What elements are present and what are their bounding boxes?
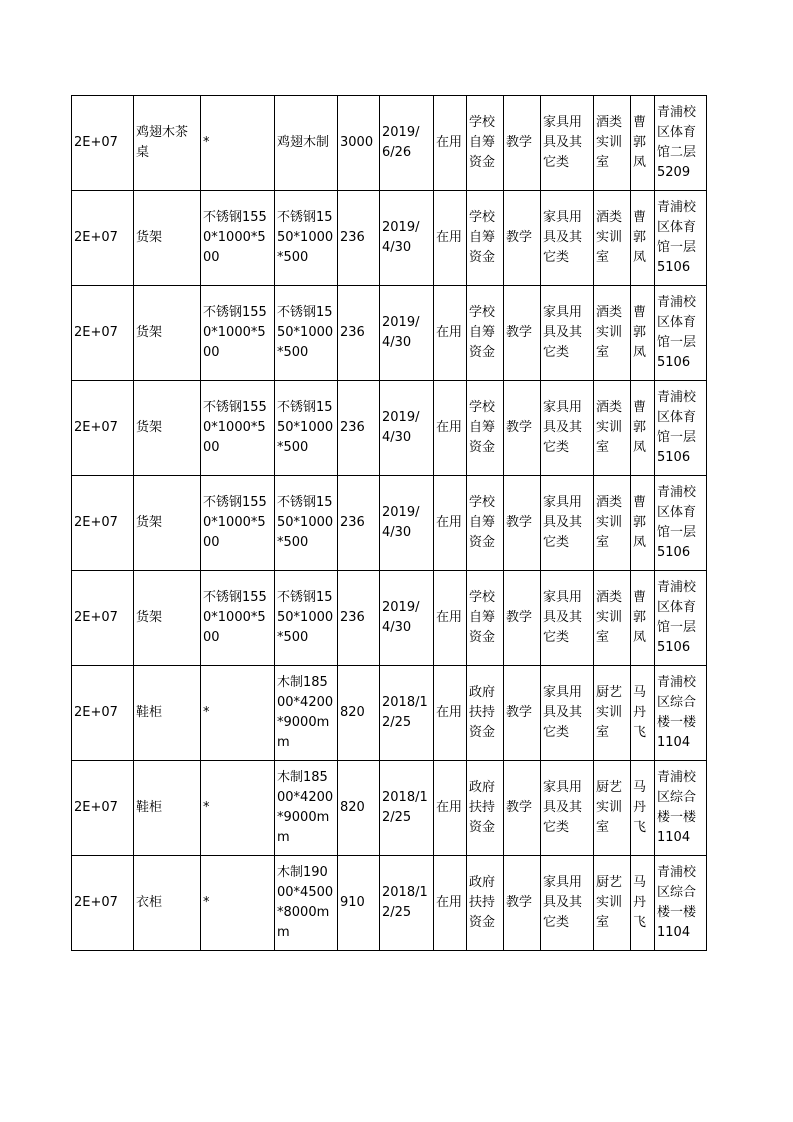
table-row <box>72 476 707 571</box>
spec-cell: 鸡翅木制 <box>275 96 338 191</box>
model-cell: * <box>201 761 275 856</box>
fund-source-cell: 学校自筹资金 <box>467 191 504 286</box>
place-cell: 青浦校区综合楼一楼1104 <box>655 856 707 951</box>
fund-source-cell: 学校自筹资金 <box>467 286 504 381</box>
keeper-cell: 马丹飞 <box>631 761 655 856</box>
usage-cell: 教学 <box>504 381 541 476</box>
spec-cell: 不锈钢1550*1000*500 <box>275 476 338 571</box>
usage-cell: 教学 <box>504 286 541 381</box>
asset-code-cell: 2E+07 <box>72 761 134 856</box>
asset-name-cell: 鸡翅木茶桌 <box>134 96 201 191</box>
usage-cell: 教学 <box>504 476 541 571</box>
price-cell: 236 <box>338 191 380 286</box>
asset-table <box>71 95 707 951</box>
fund-source-cell: 学校自筹资金 <box>467 571 504 666</box>
purchase-date-cell: 2019/4/30 <box>380 476 434 571</box>
place-cell: 青浦校区综合楼一楼1104 <box>655 761 707 856</box>
place-cell: 青浦校区体育馆一层5106 <box>655 571 707 666</box>
usage-cell: 教学 <box>504 856 541 951</box>
purchase-date-cell: 2019/4/30 <box>380 381 434 476</box>
fund-source-cell: 学校自筹资金 <box>467 96 504 191</box>
table-body <box>72 96 707 951</box>
model-cell: 不锈钢1550*1000*500 <box>201 381 275 476</box>
place-cell: 青浦校区综合楼一楼1104 <box>655 666 707 761</box>
department-cell: 酒类实训室 <box>594 286 631 381</box>
category-cell: 家具用具及其它类 <box>541 666 594 761</box>
department-cell: 酒类实训室 <box>594 571 631 666</box>
spec-cell: 不锈钢1550*1000*500 <box>275 286 338 381</box>
keeper-cell: 曹郭凤 <box>631 191 655 286</box>
category-cell: 家具用具及其它类 <box>541 381 594 476</box>
model-cell: 不锈钢1550*1000*500 <box>201 191 275 286</box>
spec-cell: 不锈钢1550*1000*500 <box>275 191 338 286</box>
purchase-date-cell: 2018/12/25 <box>380 856 434 951</box>
keeper-cell: 曹郭凤 <box>631 571 655 666</box>
keeper-cell: 曹郭凤 <box>631 381 655 476</box>
usage-cell: 教学 <box>504 666 541 761</box>
keeper-cell: 曹郭凤 <box>631 286 655 381</box>
status-cell: 在用 <box>434 191 467 286</box>
status-cell: 在用 <box>434 666 467 761</box>
department-cell: 厨艺实训室 <box>594 761 631 856</box>
model-cell: * <box>201 856 275 951</box>
asset-code-cell: 2E+07 <box>72 571 134 666</box>
status-cell: 在用 <box>434 571 467 666</box>
model-cell: 不锈钢1550*1000*500 <box>201 571 275 666</box>
asset-name-cell: 货架 <box>134 191 201 286</box>
asset-code-cell: 2E+07 <box>72 96 134 191</box>
model-cell: * <box>201 666 275 761</box>
department-cell: 酒类实训室 <box>594 191 631 286</box>
purchase-date-cell: 2019/4/30 <box>380 571 434 666</box>
model-cell: 不锈钢1550*1000*500 <box>201 476 275 571</box>
fund-source-cell: 政府扶持资金 <box>467 856 504 951</box>
status-cell: 在用 <box>434 856 467 951</box>
status-cell: 在用 <box>434 476 467 571</box>
spec-cell: 木制18500*4200*9000mm <box>275 666 338 761</box>
table-row <box>72 191 707 286</box>
status-cell: 在用 <box>434 96 467 191</box>
category-cell: 家具用具及其它类 <box>541 96 594 191</box>
category-cell: 家具用具及其它类 <box>541 476 594 571</box>
model-cell: 不锈钢1550*1000*500 <box>201 286 275 381</box>
asset-code-cell: 2E+07 <box>72 666 134 761</box>
place-cell: 青浦校区体育馆一层5106 <box>655 381 707 476</box>
price-cell: 236 <box>338 381 380 476</box>
spec-cell: 木制19000*4500*8000mm <box>275 856 338 951</box>
fund-source-cell: 学校自筹资金 <box>467 476 504 571</box>
asset-name-cell: 货架 <box>134 571 201 666</box>
price-cell: 3000 <box>338 96 380 191</box>
asset-name-cell: 鞋柜 <box>134 666 201 761</box>
department-cell: 酒类实训室 <box>594 381 631 476</box>
asset-code-cell: 2E+07 <box>72 191 134 286</box>
keeper-cell: 马丹飞 <box>631 666 655 761</box>
table-row <box>72 381 707 476</box>
asset-name-cell: 货架 <box>134 381 201 476</box>
status-cell: 在用 <box>434 761 467 856</box>
department-cell: 酒类实训室 <box>594 96 631 191</box>
category-cell: 家具用具及其它类 <box>541 571 594 666</box>
keeper-cell: 马丹飞 <box>631 856 655 951</box>
purchase-date-cell: 2019/4/30 <box>380 286 434 381</box>
usage-cell: 教学 <box>504 571 541 666</box>
purchase-date-cell: 2019/6/26 <box>380 96 434 191</box>
place-cell: 青浦校区体育馆一层5106 <box>655 191 707 286</box>
price-cell: 820 <box>338 666 380 761</box>
table-row <box>72 856 707 951</box>
spec-cell: 木制18500*4200*9000mm <box>275 761 338 856</box>
status-cell: 在用 <box>434 381 467 476</box>
table-row <box>72 571 707 666</box>
asset-code-cell: 2E+07 <box>72 286 134 381</box>
asset-code-cell: 2E+07 <box>72 381 134 476</box>
department-cell: 厨艺实训室 <box>594 666 631 761</box>
asset-code-cell: 2E+07 <box>72 856 134 951</box>
price-cell: 910 <box>338 856 380 951</box>
price-cell: 236 <box>338 571 380 666</box>
fund-source-cell: 政府扶持资金 <box>467 761 504 856</box>
place-cell: 青浦校区体育馆一层5106 <box>655 476 707 571</box>
status-cell: 在用 <box>434 286 467 381</box>
asset-name-cell: 鞋柜 <box>134 761 201 856</box>
usage-cell: 教学 <box>504 96 541 191</box>
asset-name-cell: 货架 <box>134 286 201 381</box>
asset-code-cell: 2E+07 <box>72 476 134 571</box>
place-cell: 青浦校区体育馆二层5209 <box>655 96 707 191</box>
purchase-date-cell: 2018/12/25 <box>380 761 434 856</box>
usage-cell: 教学 <box>504 761 541 856</box>
price-cell: 236 <box>338 286 380 381</box>
spec-cell: 不锈钢1550*1000*500 <box>275 571 338 666</box>
fund-source-cell: 政府扶持资金 <box>467 666 504 761</box>
table-row <box>72 761 707 856</box>
category-cell: 家具用具及其它类 <box>541 761 594 856</box>
asset-name-cell: 货架 <box>134 476 201 571</box>
fund-source-cell: 学校自筹资金 <box>467 381 504 476</box>
category-cell: 家具用具及其它类 <box>541 286 594 381</box>
category-cell: 家具用具及其它类 <box>541 856 594 951</box>
model-cell: * <box>201 96 275 191</box>
table-row <box>72 666 707 761</box>
price-cell: 820 <box>338 761 380 856</box>
place-cell: 青浦校区体育馆一层5106 <box>655 286 707 381</box>
spec-cell: 不锈钢1550*1000*500 <box>275 381 338 476</box>
purchase-date-cell: 2018/12/25 <box>380 666 434 761</box>
purchase-date-cell: 2019/4/30 <box>380 191 434 286</box>
category-cell: 家具用具及其它类 <box>541 191 594 286</box>
price-cell: 236 <box>338 476 380 571</box>
keeper-cell: 曹郭凤 <box>631 96 655 191</box>
keeper-cell: 曹郭凤 <box>631 476 655 571</box>
department-cell: 酒类实训室 <box>594 476 631 571</box>
department-cell: 厨艺实训室 <box>594 856 631 951</box>
table-row <box>72 286 707 381</box>
usage-cell: 教学 <box>504 191 541 286</box>
table-row <box>72 96 707 191</box>
asset-name-cell: 衣柜 <box>134 856 201 951</box>
